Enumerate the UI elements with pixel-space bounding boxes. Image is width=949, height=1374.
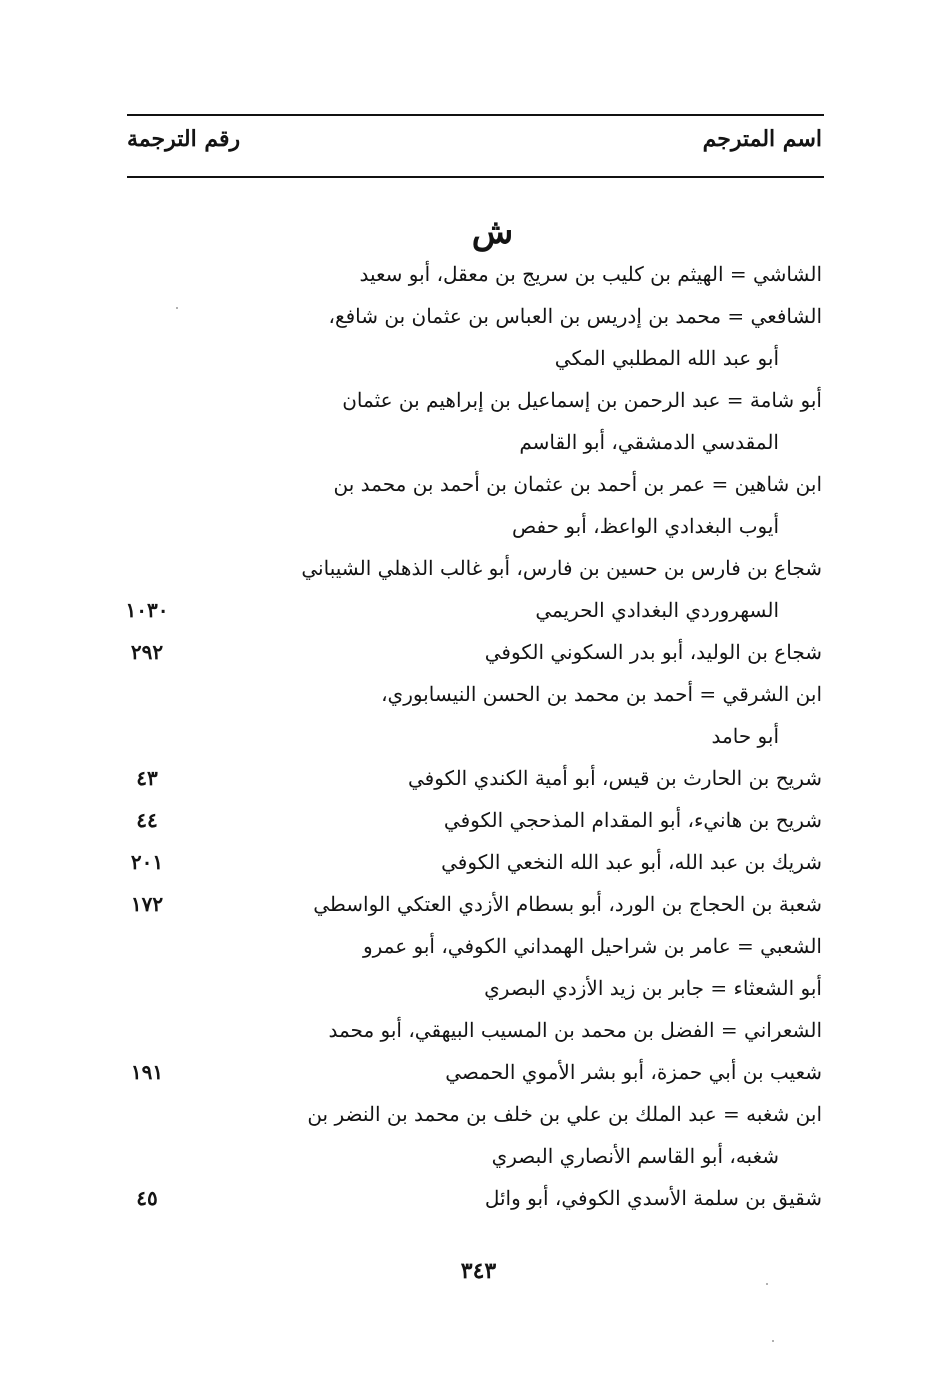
page-number: ٣٤٣	[460, 1258, 497, 1284]
entry-line	[0, 590, 949, 630]
entry-text: أبو حامد	[711, 724, 779, 748]
entry-text: ابن شاهين = عمر بن أحمد بن عثمان بن أحمد بن محمد بن	[333, 472, 822, 496]
entry-text: أبو الشعثاء = جابر بن زيد الأزدي البصري	[484, 976, 822, 1000]
entry-text: أبو عبد الله المطلبي المكي	[554, 346, 779, 370]
entry-number: ١٧٢	[130, 892, 164, 916]
entry-number: ٢٩٢	[130, 640, 164, 664]
entry-text: شجاع بن الوليد، أبو بدر السكوني الكوفي	[484, 640, 822, 664]
entry-text: شعبة بن الحجاج بن الورد، أبو بسطام الأزدي العتكي الواسطي	[313, 892, 822, 916]
entry-line	[0, 254, 949, 294]
entry-text: أيوب البغدادي الواعظ، أبو حفص	[511, 514, 779, 538]
entry-line	[0, 842, 949, 882]
page-number-footer	[0, 1258, 949, 1284]
entry-text: شعيب بن أبي حمزة، أبو بشر الأموي الحمصي	[445, 1060, 822, 1084]
entry-number: ١٠٣٠	[125, 598, 169, 622]
entry-text: شقيق بن سلمة الأسدي الكوفي، أبو وائل	[484, 1186, 822, 1210]
header-name-column: اسم المترجم	[702, 126, 822, 152]
entry-line	[0, 422, 949, 462]
entry-number: ٤٥	[136, 1186, 158, 1210]
section-letter: ش	[471, 212, 514, 252]
entry-line	[0, 296, 949, 336]
entry-text: الشاشي = الهيثم بن كليب بن سريج بن معقل، أبو سعيد	[359, 262, 822, 286]
entry-line	[0, 632, 949, 672]
entry-text: الشعبي = عامر بن شراحيل الهمداني الكوفي، أبو عمرو	[362, 934, 822, 958]
entry-line	[0, 338, 949, 378]
entry-line	[0, 716, 949, 756]
scan-speck	[766, 1283, 768, 1285]
entry-line	[0, 926, 949, 966]
header-bottom-rule	[127, 176, 824, 178]
entry-text: شريح بن الحارث بن قيس، أبو أمية الكندي الكوفي	[407, 766, 822, 790]
entry-text: السهروردي البغدادي الحريمي	[535, 598, 779, 622]
scan-speck	[176, 307, 178, 309]
entry-line	[0, 800, 949, 840]
entry-line	[0, 1094, 949, 1134]
entry-line	[0, 548, 949, 588]
entry-line	[0, 1178, 949, 1218]
entry-line	[0, 674, 949, 714]
entry-text: شغبه، أبو القاسم الأنصاري البصري	[491, 1144, 779, 1168]
entry-line	[0, 464, 949, 504]
entry-text: المقدسي الدمشقي، أبو القاسم	[519, 430, 779, 454]
entry-text: شريك بن عبد الله، أبو عبد الله النخعي الكوفي	[441, 850, 822, 874]
entry-number: ١٩١	[130, 1060, 164, 1084]
entry-line	[0, 1136, 949, 1176]
scan-speck	[772, 1340, 774, 1342]
entry-line	[0, 968, 949, 1008]
entry-line	[0, 1052, 949, 1092]
section-letter-heading	[0, 212, 949, 252]
entry-line	[0, 758, 949, 798]
entry-text: ابن الشرقي = أحمد بن محمد بن الحسن النيسابوري،	[381, 682, 822, 706]
entry-line	[0, 380, 949, 420]
entry-text: شريح بن هانيء، أبو المقدام المذحجي الكوفي	[443, 808, 822, 832]
header-top-rule	[127, 114, 824, 116]
entry-line	[0, 884, 949, 924]
entry-number: ٤٣	[136, 766, 158, 790]
entry-number: ٢٠١	[130, 850, 164, 874]
entry-text: ابن شغبه = عبد الملك بن علي بن خلف بن محمد بن النضر بن	[307, 1102, 822, 1126]
entry-line	[0, 506, 949, 546]
entry-text: شجاع بن فارس بن حسين بن فارس، أبو غالب الذهلي الشيباني	[301, 556, 822, 580]
entry-text: الشافعي = محمد بن إدريس بن العباس بن عثمان بن شافع،	[328, 304, 822, 328]
entry-text: أبو شامة = عبد الرحمن بن إسماعيل بن إبراهيم بن عثمان	[342, 388, 822, 412]
entry-line	[0, 1010, 949, 1050]
header-number-column: رقم الترجمة	[127, 126, 241, 152]
entry-text: الشعراني = الفضل بن محمد بن المسيب البيهقي، أبو محمد	[328, 1018, 822, 1042]
entry-number: ٤٤	[136, 808, 158, 832]
